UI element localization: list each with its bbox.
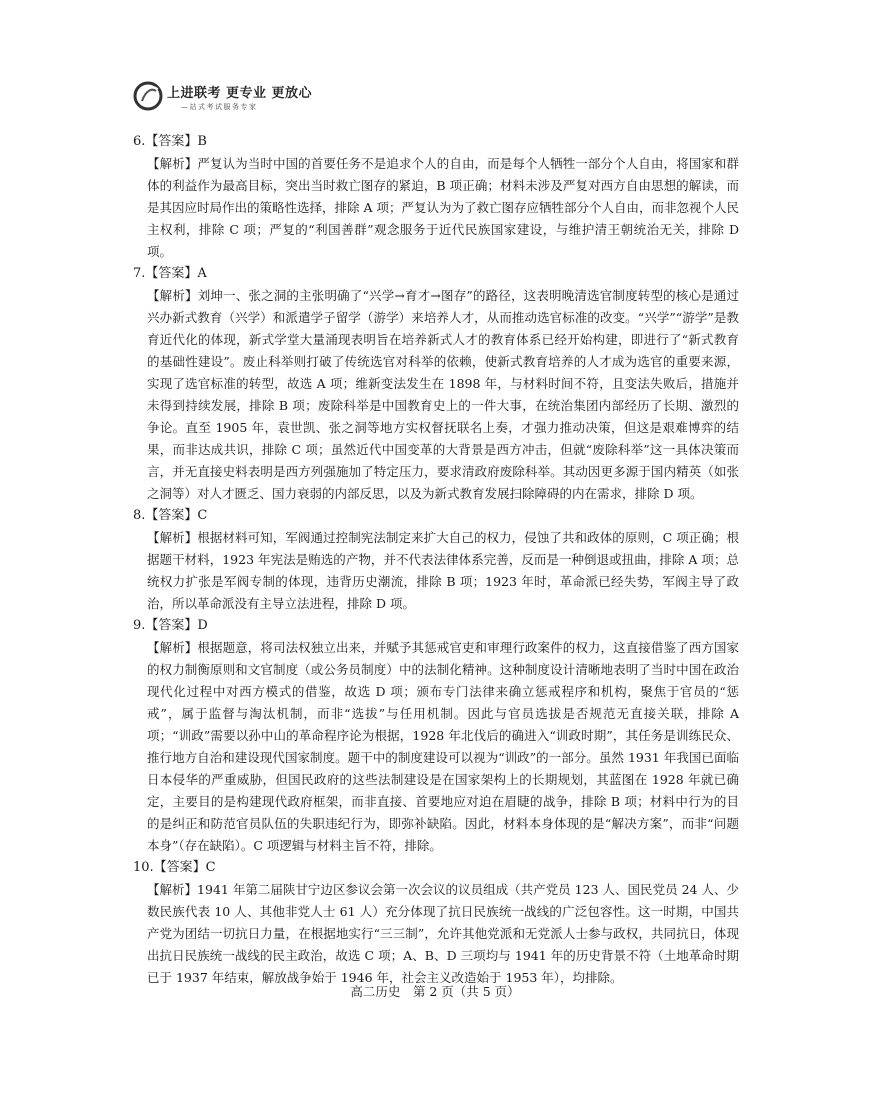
- header-slogan: 上进联考 更专业 更放心: [167, 86, 313, 101]
- answer-explanation: 【解析】严复认为当时中国的首要任务不是追求个人的自由，而是每个人牺牲一部分个人自由，将国家和群体的利益作为最高目标，突出当时救亡图存的紧迫，B 项正确；材料未涉及严复对西方自由思想的解读，而是其因应时局作出的策略性选择，排除 A 项；严复认为为了救亡图存应牺牲部分个人自由，而非忽视个人民主权利，排除 C 项；严复的“利国善群”观念服务于近代民族国家建设，与维护清王朝统治无关，排除 D 项。: [147, 156, 739, 259]
- answer-label: 6.【答案】B: [133, 134, 207, 149]
- answer-label: 8.【答案】C: [133, 508, 208, 523]
- page-footer: 高二历史 第 2 页（共 5 页）: [350, 984, 520, 999]
- answer-explanation: 【解析】根据材料可知，军阀通过控制宪法制定来扩大自己的权力，侵蚀了共和政体的原则，C 项正确；根据题干材料，1923 年宪法是贿选的产物，并不代表法律体系完善，反而是一种倒退或扭曲，排除 A 项；总统权力扩张是军阀专制的体现，违背历史潮流，排除 B 项；1923 年时，革命派已经失势，军阀主导了政治，所以革命派没有主导立法进程，排除 D 项。: [147, 530, 739, 611]
- header-subslogan: —站式考试服务专家: [181, 103, 258, 111]
- answer-item: [133, 505, 739, 615]
- answer-item: [133, 857, 739, 989]
- answer-explanation: 【解析】刘坤一、张之洞的主张明确了“兴学→育才→图存”的路径，这表明晚清选官制度转型的核心是通过兴办新式教育（兴学）和派遣学子留学（游学）来培养人才，从而推动选官标准的改变。“兴学”“游学”是教育近代化的体现，新式学堂大量涌现表明旨在培养新式人才的教育体系已经开始构建，即进行了“新式教育的基础性建设”。废止科举则打破了传统选官对科举的依赖，使新式教育培养的人才成为选官的重要来源，实现了选官标准的转型，故选 A 项；维新变法发生在 1898 年，与材料时间不符，且变法失败后，措施并未得到持续发展，排除 B 项；废除科举是中国教育史上的一件大事，在统治集团内部经历了长期、激烈的争论。直至 1905 年，袁世凯、张之洞等地方实权督抚联名上奏，才强力推动决策，但这是艰难博弈的结果，而非达成共识，排除 C 项；虽然近代中国变革的大背景是西方冲击，但就“废除科举”这一具体决策而言，并无直接史料表明是西方列强施加了特定压力，要求清政府废除科举。其动因更多源于国内精英（如张之洞等）对人才匮乏、国力衰弱的内部反思，以及为新式教育发展扫除障碍的内在需求，排除 D 项。: [147, 288, 739, 501]
- answer-explanation: 【解析】根据题意，将司法权独立出来，并赋予其惩戒官吏和审理行政案件的权力，这直接借鉴了西方国家的权力制衡原则和文官制度（或公务员制度）中的法制化精神。这种制度设计清晰地表明了当时中国在政治现代化过程中对西方模式的借鉴，故选 D 项；颁布专门法律来确立惩戒程序和机构，聚焦于官员的“惩戒”，属于监督与淘汰机制，而非“选拔”与任用机制。因此与官员选拔是否规范无直接关联，排除 A 项；“训政”需要以孙中山的革命程序论为根据，1928 年北伐后的确进入“训政时期”，其任务是训练民众、推行地方自治和建设现代国家制度。题干中的制度建设可以视为“训政”的一部分。虽然 1931 年我国已面临日本侵华的严重威胁，但国民政府的这些法制建设是在国家架构上的长期规划，其蓝图在 1928 年就已确定，主要目的是构建现代政府框架，而非直接、首要地应对迫在眉睫的战争，排除 B 项；材料中行为的目的是纠正和防范官员队伍的失职违纪行为，即弥补缺陷。因此，材料本身体现的是“解决方案”，而非“问题本身”（存在缺陷）。C 项逻辑与材料主旨不符，排除。: [147, 640, 739, 853]
- answer-label: 9.【答案】D: [133, 618, 208, 633]
- answer-item: [133, 263, 739, 505]
- answer-label: 10.【答案】C: [133, 860, 216, 875]
- answer-explanation: 【解析】1941 年第二届陕甘宁边区参议会第一次会议的议员组成（共产党员 123 人、国民党员 24 人、少数民族代表 10 人、其他非党人士 61 人）充分体现了抗日民族统一战线的广泛包容性。这一时期，中国共产党为团结一切抗日力量，在根据地实行“三三制”，允许其他党派和无党派人士参与政权，共同抗日，体现出抗日民族统一战线的民主政治，故选 C 项；A、B、D 三项均与 1941 年的历史背景不符（土地革命时期已于 1937 年结束，解放战争始于 1946 年，社会主义改造始于 1953 年），均排除。: [147, 882, 739, 985]
- answer-item: [133, 131, 739, 263]
- answer-item: [133, 615, 739, 857]
- page-header: [133, 80, 433, 120]
- answer-content: [133, 131, 739, 989]
- answer-label: 7.【答案】A: [133, 266, 207, 281]
- logo-icon: [133, 80, 163, 112]
